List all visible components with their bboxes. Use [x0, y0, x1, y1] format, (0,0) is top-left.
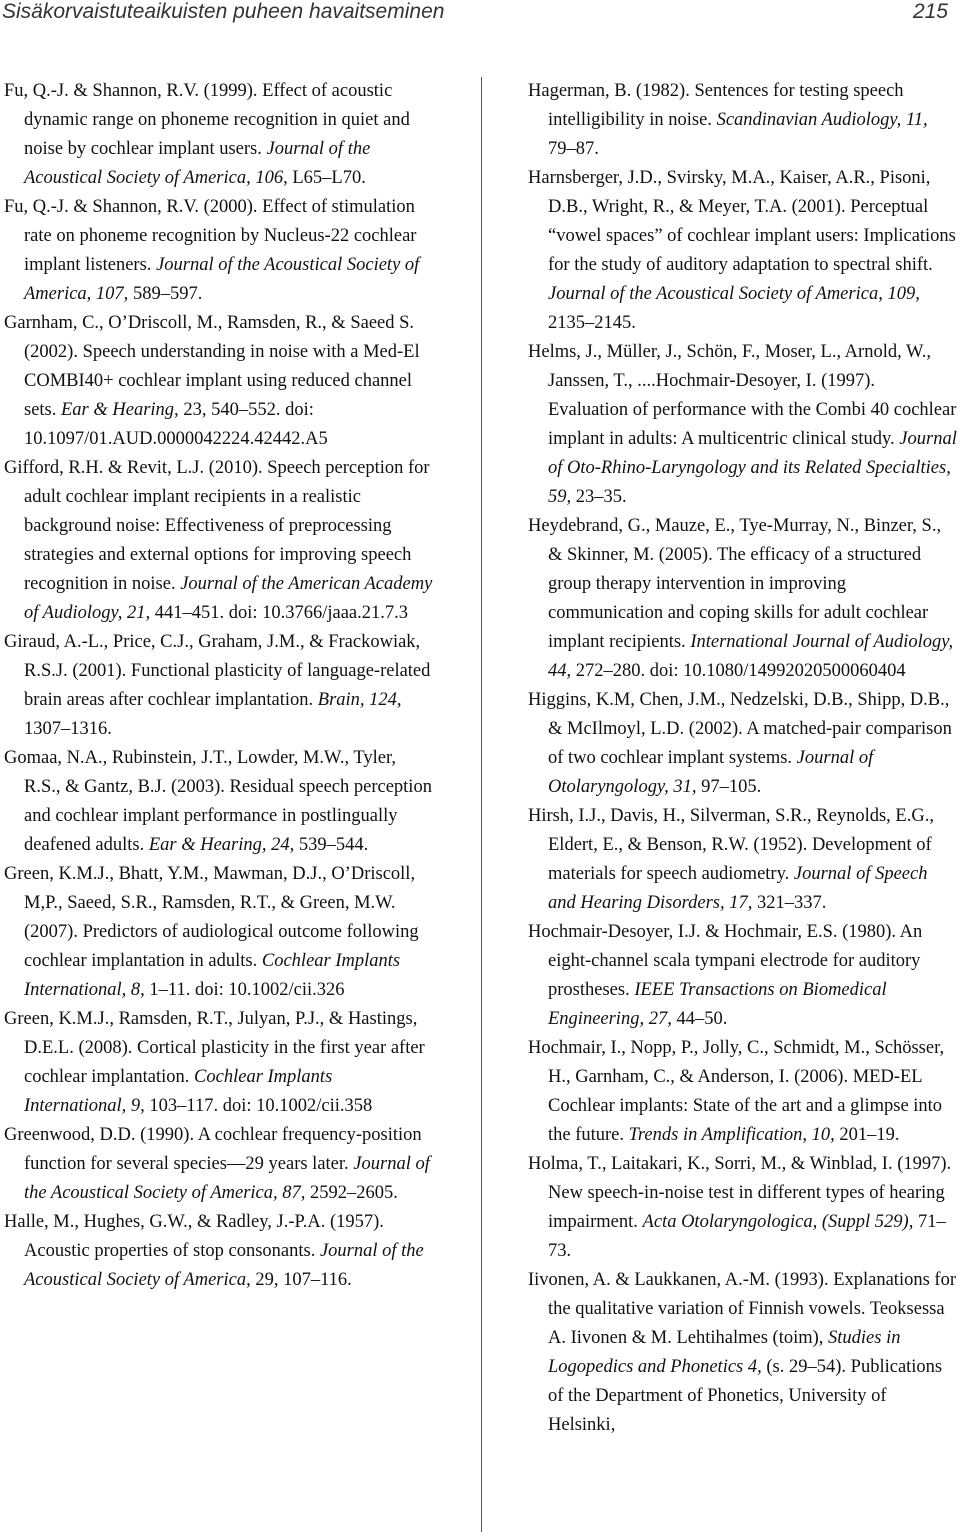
reference-text: Fu, Q.-J. & Shannon, R.V. (1999). Effect of acoustic dynamic range on phoneme recognition in quiet and noise by cochlear implant users. — [4, 81, 410, 159]
reference-entry — [4, 860, 434, 1005]
reference-entry — [4, 1005, 434, 1121]
reference-text: Giraud, A.-L., Price, C.J., Graham, J.M., & Frackowiak, R.S.J. (2001). Functional plasticity of language-related brain areas after cochlear implantation. — [4, 632, 431, 710]
reference-text: Fu, Q.-J. & Shannon, R.V. (2000). Effect of stimulation rate on phoneme recognition by Nucleus-22 cochlear implant listeners. — [4, 197, 417, 275]
reference-text: Higgins, K.M, Chen, J.M., Nedzelski, D.B., Shipp, D.B., & McIlmoyl, L.D. (2002). A matched-pair comparison of two cochlear implant systems. — [528, 690, 952, 768]
reference-entry — [4, 309, 434, 454]
reference-entry — [4, 744, 434, 860]
left-column — [4, 77, 434, 1532]
reference-entry — [528, 1150, 957, 1266]
reference-entry — [528, 686, 957, 802]
reference-entry — [4, 77, 434, 193]
reference-details: (s. 29–54). Publications of the Department of Phonetics, University of Helsinki, — [548, 1357, 943, 1435]
reference-text: Iivonen, A. & Laukkanen, A.-M. (1993). Explanations for the qualitative variation of Finnish vowels. Teoksessa A. Iivonen & M. Lehtihalmes (toim), — [528, 1270, 956, 1348]
reference-journal: Journal of Oto-Rhino-Laryngology and its Related Specialties, 59, — [548, 429, 957, 507]
reference-journal: Journal of the Acoustical Society of America, 106, — [24, 139, 371, 188]
reference-text: Greenwood, D.D. (1990). A cochlear frequency-position function for several species—29 years later. — [4, 1125, 422, 1174]
reference-text: Hochmair-Desoyer, I.J. & Hochmair, E.S. (1980). An eight-channel scala tympani electrode for auditory prostheses. — [528, 922, 923, 1000]
reference-details: 1–11. doi: 10.1002/cii.326 — [144, 980, 345, 1000]
reference-text: Garnham, C., O’Driscoll, M., Ramsden, R., & Saeed S. (2002). Speech understanding in noise with a Med-El COMBI40+ cochlear implant using reduced channel sets. — [4, 313, 420, 420]
reference-journal: Journal of the Acoustical Society of America, 107, — [24, 255, 420, 304]
reference-text: Hirsh, I.J., Davis, H., Silverman, S.R., Reynolds, E.G., Eldert, E., & Benson, R.W. (1952). Development of materials for speech audiometry. — [528, 806, 934, 884]
reference-text: Heydebrand, G., Mauze, E., Tye-Murray, N., Binzer, S., & Skinner, M. (2005). The efficacy of a structured group therapy intervention in improving communication and coping skills for adult cochlear implant recipients. — [528, 516, 942, 652]
reference-text: Hagerman, B. (1982). Sentences for testing speech intelligibility in noise. — [528, 81, 904, 130]
reference-text: Gifford, R.H. & Revit, L.J. (2010). Speech perception for adult cochlear implant recipients in a realistic background noise: Effectiveness of preprocessing strategies and external options for improving speech recognition in noise. — [4, 458, 430, 594]
reference-entry — [4, 193, 434, 309]
reference-text: Holma, T., Laitakari, K., Sorri, M., & Winblad, I. (1997). New speech-in-noise test in different types of hearing impairment. — [528, 1154, 952, 1232]
reference-details: 79–87. — [548, 139, 599, 159]
reference-journal: Cochlear Implants International, 8, — [24, 951, 401, 1000]
reference-details: 23, 540–552. doi: 10.1097/01.AUD.0000042224.42442.A5 — [24, 400, 328, 449]
reference-details: 44–50. — [671, 1009, 728, 1029]
reference-journal: Ear & Hearing, — [61, 400, 179, 420]
reference-journal: Journal of Speech and Hearing Disorders, 17, — [548, 864, 928, 913]
reference-text: Green, K.M.J., Bhatt, Y.M., Mawman, D.J., O’Driscoll, M,P., Saeed, S.R., Ramsden, R.T., & Green, M.W. (2007). Predictors of audiological outcome following cochlear implantation in adults. — [4, 864, 419, 971]
reference-journal: Journal of Otolaryngology, 31, — [548, 748, 874, 797]
reference-details: L65–L70. — [287, 168, 366, 188]
reference-text: Green, K.M.J., Ramsden, R.T., Julyan, P.J., & Hastings, D.E.L. (2008). Cortical plasticity in the first year after cochlear implantation. — [4, 1009, 425, 1087]
reference-details: 2135–2145. — [548, 313, 636, 333]
reference-details: 2592–2605. — [305, 1183, 398, 1203]
reference-journal: IEEE Transactions on Biomedical Engineering, 27, — [548, 980, 887, 1029]
reference-details: 539–544. — [294, 835, 369, 855]
column-divider — [481, 77, 482, 1532]
reference-journal: Cochlear Implants International, 9, — [24, 1067, 333, 1116]
reference-entry — [528, 1266, 957, 1440]
reference-entry — [4, 1121, 434, 1208]
right-column — [528, 77, 957, 1532]
reference-journal: Brain, 124, — [317, 690, 402, 710]
reference-details: 29, 107–116. — [250, 1270, 352, 1290]
reference-entry — [528, 77, 957, 164]
reference-entry — [528, 802, 957, 918]
reference-details: 441–451. doi: 10.3766/jaaa.21.7.3 — [150, 603, 409, 623]
reference-entry — [4, 454, 434, 628]
reference-journal: Trends in Amplification, 10, — [628, 1125, 835, 1145]
reference-details: 71–73. — [548, 1212, 946, 1261]
page-number: 215 — [912, 0, 948, 23]
reference-details: 272–280. doi: 10.1080/14992020500060404 — [571, 661, 906, 681]
page-header — [0, 0, 960, 30]
running-title: Sisäkorvaistuteaikuisten puheen havaitseminen — [2, 0, 445, 23]
reference-entry — [528, 1034, 957, 1150]
reference-entry — [528, 512, 957, 686]
reference-journal: Ear & Hearing, 24, — [148, 835, 295, 855]
reference-details: 201–19. — [834, 1125, 900, 1145]
reference-journal: Scandinavian Audiology, 11, — [716, 110, 928, 130]
reference-entry — [528, 918, 957, 1034]
reference-text: Harnsberger, J.D., Svirsky, M.A., Kaiser, A.R., Pisoni, D.B., Wright, R., & Meyer, T.A. (2001). Perceptual “vowel spaces” of cochlear implant users: Implications for the study of auditory adaptation to spectral shift. — [528, 168, 956, 275]
reference-journal: Journal of the American Academy of Audiology, 21, — [24, 574, 433, 623]
reference-journal: Journal of the Acoustical Society of America, — [24, 1241, 424, 1290]
reference-entry — [4, 1208, 434, 1295]
reference-journal: International Journal of Audiology, 44, — [548, 632, 954, 681]
reference-text: Halle, M., Hughes, G.W., & Radley, J.-P.A. (1957). Acoustic properties of stop consonants. — [4, 1212, 384, 1261]
reference-journal: Studies in Logopedics and Phonetics 4, — [548, 1328, 901, 1377]
reference-journal: Journal of the Acoustical Society of America, 109, — [548, 284, 920, 304]
reference-details: 103–117. doi: 10.1002/cii.358 — [144, 1096, 373, 1116]
reference-entry — [528, 164, 957, 338]
reference-details: 97–105. — [696, 777, 762, 797]
reference-text: Helms, J., Müller, J., Schön, F., Moser, L., Arnold, W., Janssen, T., ....Hochmair-Desoyer, I. (1997). Evaluation of performance with the Combi 40 cochlear implant in adults: A multicentric clinical study. — [528, 342, 957, 449]
reference-details: 1307–1316. — [24, 719, 112, 739]
reference-details: 321–337. — [752, 893, 827, 913]
reference-entry — [4, 628, 434, 744]
reference-text: Gomaa, N.A., Rubinstein, J.T., Lowder, M.W., Tyler, R.S., & Gantz, B.J. (2003). Residual speech perception and cochlear implant performance in postlingually deafened adults. — [4, 748, 432, 855]
reference-journal: Acta Otolaryngologica, (Suppl 529), — [642, 1212, 914, 1232]
reference-details: 23–35. — [571, 487, 627, 507]
reference-journal: Journal of the Acoustical Society of America, 87, — [24, 1154, 430, 1203]
reference-entry — [528, 338, 957, 512]
reference-details: 589–597. — [128, 284, 203, 304]
reference-text: Hochmair, I., Nopp, P., Jolly, C., Schmidt, M., Schösser, H., Garnham, C., & Anderson, I. (2006). MED-EL Cochlear implants: State of the art and a glimpse into the future. — [528, 1038, 945, 1145]
